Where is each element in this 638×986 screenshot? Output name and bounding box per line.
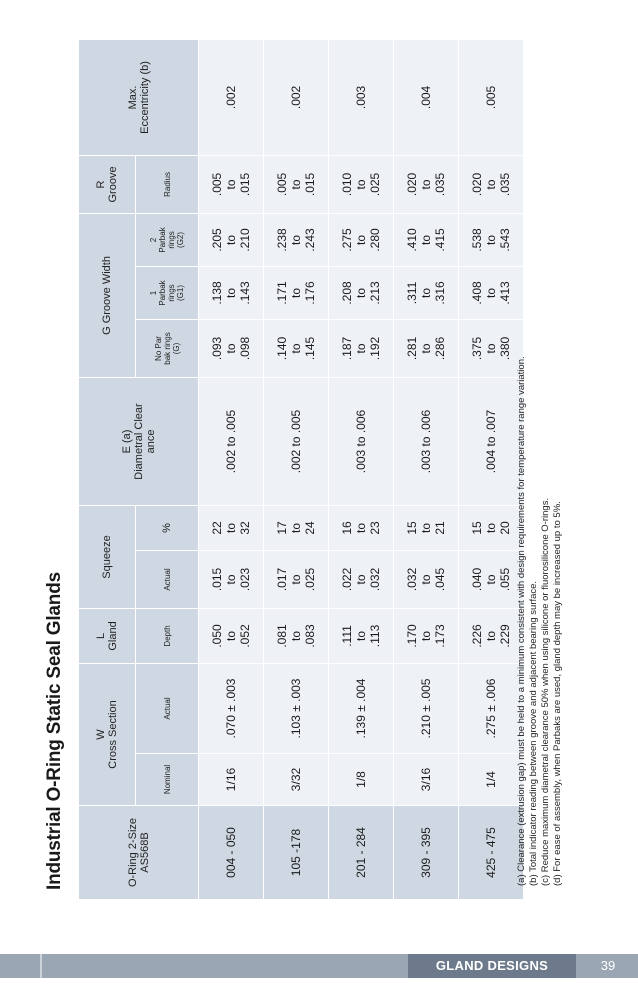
footer-divider <box>40 954 42 978</box>
cell-squeeze-percent: 15 to 21 <box>394 505 459 550</box>
cell-diametral-clearance: .004 to .007 <box>459 377 524 505</box>
header-depth: Depth <box>136 608 199 663</box>
cell-oring-size: 309 - 395 <box>394 806 459 900</box>
header-squeeze-percent: % <box>136 505 199 550</box>
cell-two-parbak: .275 to .280 <box>329 213 394 266</box>
footnotes <box>516 46 564 886</box>
cell-oring-size: 425 - 475 <box>459 806 524 900</box>
header-one-parbak: 1 Parbak rings (G1) <box>136 266 199 319</box>
cell-max-eccentricity: .004 <box>394 39 459 155</box>
rotated-page-content <box>38 40 578 900</box>
cell-actual: .210 ± .005 <box>394 663 459 753</box>
cell-no-parbak: .281 to .286 <box>394 319 459 377</box>
cell-nominal: 1/16 <box>199 754 264 806</box>
cell-actual: .070 ± .003 <box>199 663 264 753</box>
cell-depth: .170 to .173 <box>394 608 459 663</box>
cell-diametral-clearance: .002 to .005 <box>199 377 264 505</box>
header-w-cross-section: W Cross Section <box>79 663 136 805</box>
header-diametral-clearance: E (a) Diametral Clear ance <box>79 377 199 505</box>
cell-two-parbak: .410 to .415 <box>394 213 459 266</box>
cell-nominal: 1/8 <box>329 754 394 806</box>
footnote: (c) Reduce maximum diametral clearance 50% when using silicone or fluorosilicone O-rings. <box>540 497 551 886</box>
cell-one-parbak: .208 to .213 <box>329 266 394 319</box>
cell-nominal: 1/4 <box>459 754 524 806</box>
cell-radius: .005 to .015 <box>199 155 264 213</box>
page-number: 39 <box>600 958 616 973</box>
cell-nominal: 3/16 <box>394 754 459 806</box>
header-g-groove-width: G Groove Width <box>79 213 136 377</box>
page-title: Industrial O-Ring Static Seal Glands <box>44 572 65 890</box>
cell-one-parbak: .408 to .413 <box>459 266 524 319</box>
header-squeeze-actual: Actual <box>136 550 199 608</box>
cell-diametral-clearance: .002 to .005 <box>264 377 329 505</box>
header-oring-size: O-Ring 2-Size AS568B <box>79 806 199 900</box>
header-radius: Radius <box>136 155 199 213</box>
cell-two-parbak: .538 to .543 <box>459 213 524 266</box>
cell-one-parbak: .311 to .316 <box>394 266 459 319</box>
cell-oring-size: 105 -178 <box>264 806 329 900</box>
cell-actual: .275 ± .006 <box>459 663 524 753</box>
gland-table <box>78 39 524 900</box>
table-row <box>394 39 459 899</box>
cell-depth: .050 to .052 <box>199 608 264 663</box>
cell-max-eccentricity: .003 <box>329 39 394 155</box>
cell-radius: .010 to .025 <box>329 155 394 213</box>
cell-squeeze-percent: 17 to 24 <box>264 505 329 550</box>
cell-no-parbak: .093 to .098 <box>199 319 264 377</box>
cell-max-eccentricity: .005 <box>459 39 524 155</box>
cell-squeeze-actual: .015 to .023 <box>199 550 264 608</box>
cell-squeeze-actual: .032 to .045 <box>394 550 459 608</box>
footnote: (b) Total indicator reading between groove and adjacent bearing surface. <box>528 580 539 886</box>
table-row <box>199 39 264 899</box>
cell-no-parbak: .187 to .192 <box>329 319 394 377</box>
cell-one-parbak: .171 to .176 <box>264 266 329 319</box>
table-row <box>459 39 524 899</box>
cell-depth: .081 to .083 <box>264 608 329 663</box>
footnote: (d) For ease of assembly, when Parbaks are used, gland depth may be increased up to 5%. <box>552 501 563 886</box>
cell-two-parbak: .238 to .243 <box>264 213 329 266</box>
table-row <box>329 39 394 899</box>
cell-squeeze-actual: .040 to .055 <box>459 550 524 608</box>
cell-one-parbak: .138 to .143 <box>199 266 264 319</box>
table-row <box>264 39 329 899</box>
cell-squeeze-percent: 15 to 20 <box>459 505 524 550</box>
cell-max-eccentricity: .002 <box>264 39 329 155</box>
cell-squeeze-percent: 22 to 32 <box>199 505 264 550</box>
cell-two-parbak: .205 to .210 <box>199 213 264 266</box>
header-nominal: Nominal <box>136 754 199 806</box>
cell-no-parbak: .375 to .380 <box>459 319 524 377</box>
cell-oring-size: 004 - 050 <box>199 806 264 900</box>
cell-actual: .139 ± .004 <box>329 663 394 753</box>
cell-diametral-clearance: .003 to .006 <box>394 377 459 505</box>
cell-squeeze-actual: .017 to .025 <box>264 550 329 608</box>
header-l-gland: L Gland <box>79 608 136 663</box>
cell-diametral-clearance: .003 to .006 <box>329 377 394 505</box>
header-r-groove: R Groove <box>79 155 136 213</box>
footer-section-label: GLAND DESIGNS <box>408 954 576 978</box>
header-actual: Actual <box>136 663 199 753</box>
cell-depth: .111 to .113 <box>329 608 394 663</box>
cell-no-parbak: .140 to .145 <box>264 319 329 377</box>
cell-radius: .020 to .035 <box>459 155 524 213</box>
cell-radius: .005 to .015 <box>264 155 329 213</box>
cell-max-eccentricity: .002 <box>199 39 264 155</box>
cell-squeeze-percent: 16 to 23 <box>329 505 394 550</box>
cell-squeeze-actual: .022 to .032 <box>329 550 394 608</box>
cell-depth: .226 to .229 <box>459 608 524 663</box>
cell-nominal: 3/32 <box>264 754 329 806</box>
cell-oring-size: 201 - 284 <box>329 806 394 900</box>
cell-radius: .020 to .035 <box>394 155 459 213</box>
header-max-eccentricity: Max. Eccentricity (b) <box>79 39 199 155</box>
header-no-parbak: No Par bak rings (G) <box>136 319 199 377</box>
footnote: (a) Clearance (extrusion gap) must be held to a minimum consistent with design requirements for temperature range variation. <box>516 356 527 886</box>
header-row-1 <box>79 39 136 899</box>
header-two-parbak: 2 Parbak rings (G2) <box>136 213 199 266</box>
header-squeeze: Squeeze <box>79 505 136 608</box>
cell-actual: .103 ± .003 <box>264 663 329 753</box>
